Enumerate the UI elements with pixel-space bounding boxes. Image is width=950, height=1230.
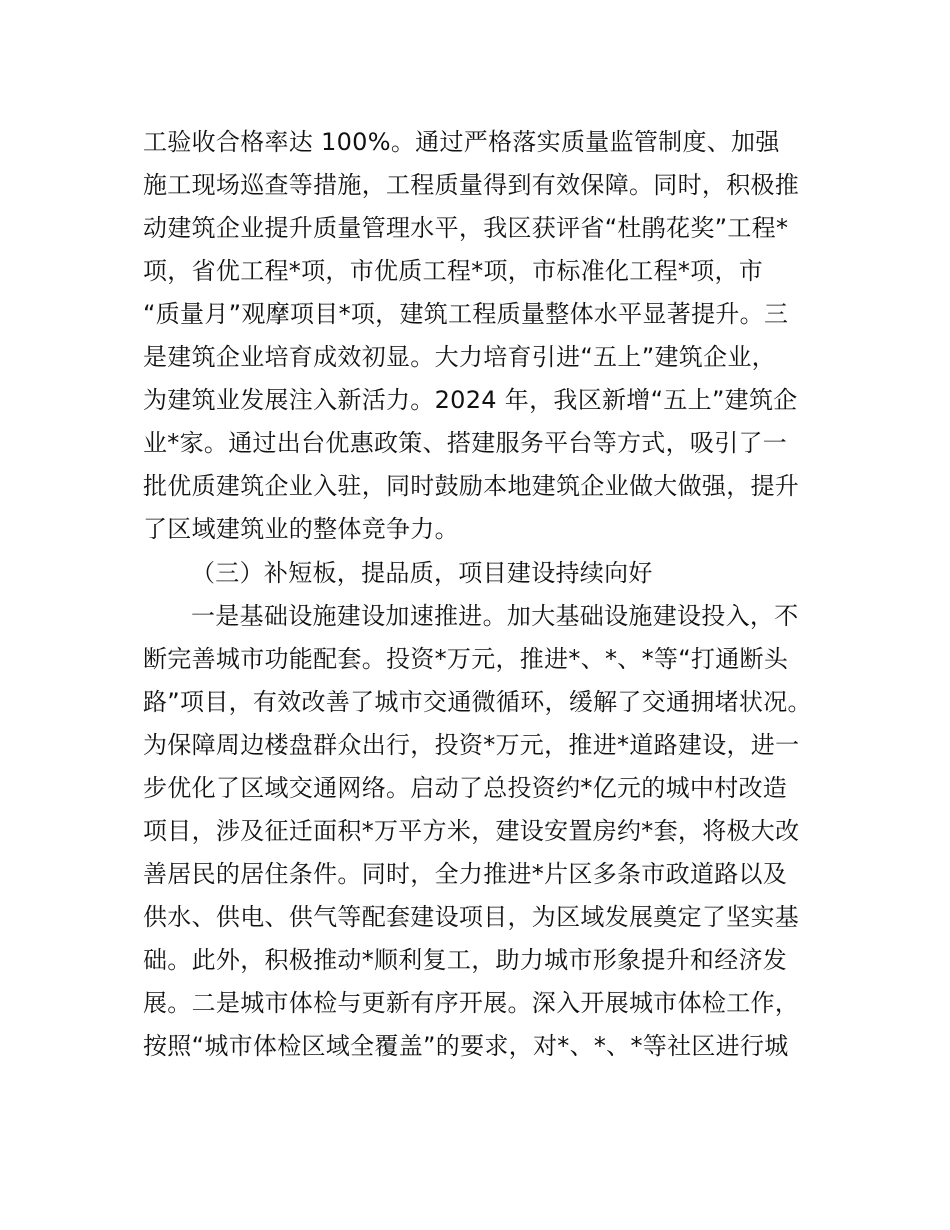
text-line: 础。此外，积极推动*顺利复工，助力城市形象提升和经济发 <box>143 946 788 974</box>
section-heading: （三）补短板，提品质，项目建设持续向好 <box>191 559 653 587</box>
text-line: 工验收合格率达 100%。通过严格落实质量监管制度、加强 <box>143 128 780 156</box>
text-line: 路”项目，有效改善了城市交通微循环，缓解了交通拥堵状况。 <box>143 688 812 716</box>
text-line: 为保障周边楼盘群众出行，投资*万元，推进*道路建设，进一 <box>143 731 800 759</box>
text-line: 善居民的居住条件。同时，全力推进*片区多条市政道路以及 <box>143 860 788 888</box>
text-line: 按照“城市体检区域全覆盖”的要求，对*、*、*等社区进行城 <box>143 1032 789 1060</box>
text-line: 项目，涉及征迁面积*万平方米，建设安置房约*套，将极大改 <box>143 817 800 845</box>
text-line: 展。二是城市体检与更新有序开展。深入开展城市体检工作， <box>143 989 800 1017</box>
text-line: 业*家。通过出台优惠政策、搭建服务平台等方式，吸引了一 <box>143 429 788 457</box>
text-line: 了区域建筑业的整体竞争力。 <box>143 515 459 543</box>
text-line: 动建筑企业提升质量管理水平，我区获评省“杜鹃花奖”工程* <box>143 214 789 242</box>
text-line: 步优化了区域交通网络。启动了总投资约*亿元的城中村改造 <box>143 774 788 802</box>
text-line: 一是基础设施建设加速推进。加大基础设施建设投入，不 <box>191 602 799 630</box>
text-line: 断完善城市功能配套。投资*万元，推进*、*、*等“打通断头 <box>143 645 789 673</box>
text-line: “质量月”观摩项目*项，建筑工程质量整体水平显著提升。三 <box>143 300 789 328</box>
text-line: 项，省优工程*项，市优质工程*项，市标准化工程*项，市 <box>143 257 764 285</box>
paragraph-construction-quality <box>143 121 833 551</box>
text-line: 施工现场巡查等措施，工程质量得到有效保障。同时，积极推 <box>143 171 800 199</box>
text-line: 为建筑业发展注入新活力。2024 年，我区新增“五上”建筑企 <box>143 386 798 414</box>
text-line: 是建筑企业培育成效初显。大力培育引进“五上”建筑企业， <box>143 343 776 371</box>
section-three <box>143 552 833 1068</box>
text-line: 批优质建筑企业入驻，同时鼓励本地建筑企业做大做强，提升 <box>143 472 800 500</box>
text-line: 供水、供电、供气等配套建设项目，为区域发展奠定了坚实基 <box>143 903 800 931</box>
